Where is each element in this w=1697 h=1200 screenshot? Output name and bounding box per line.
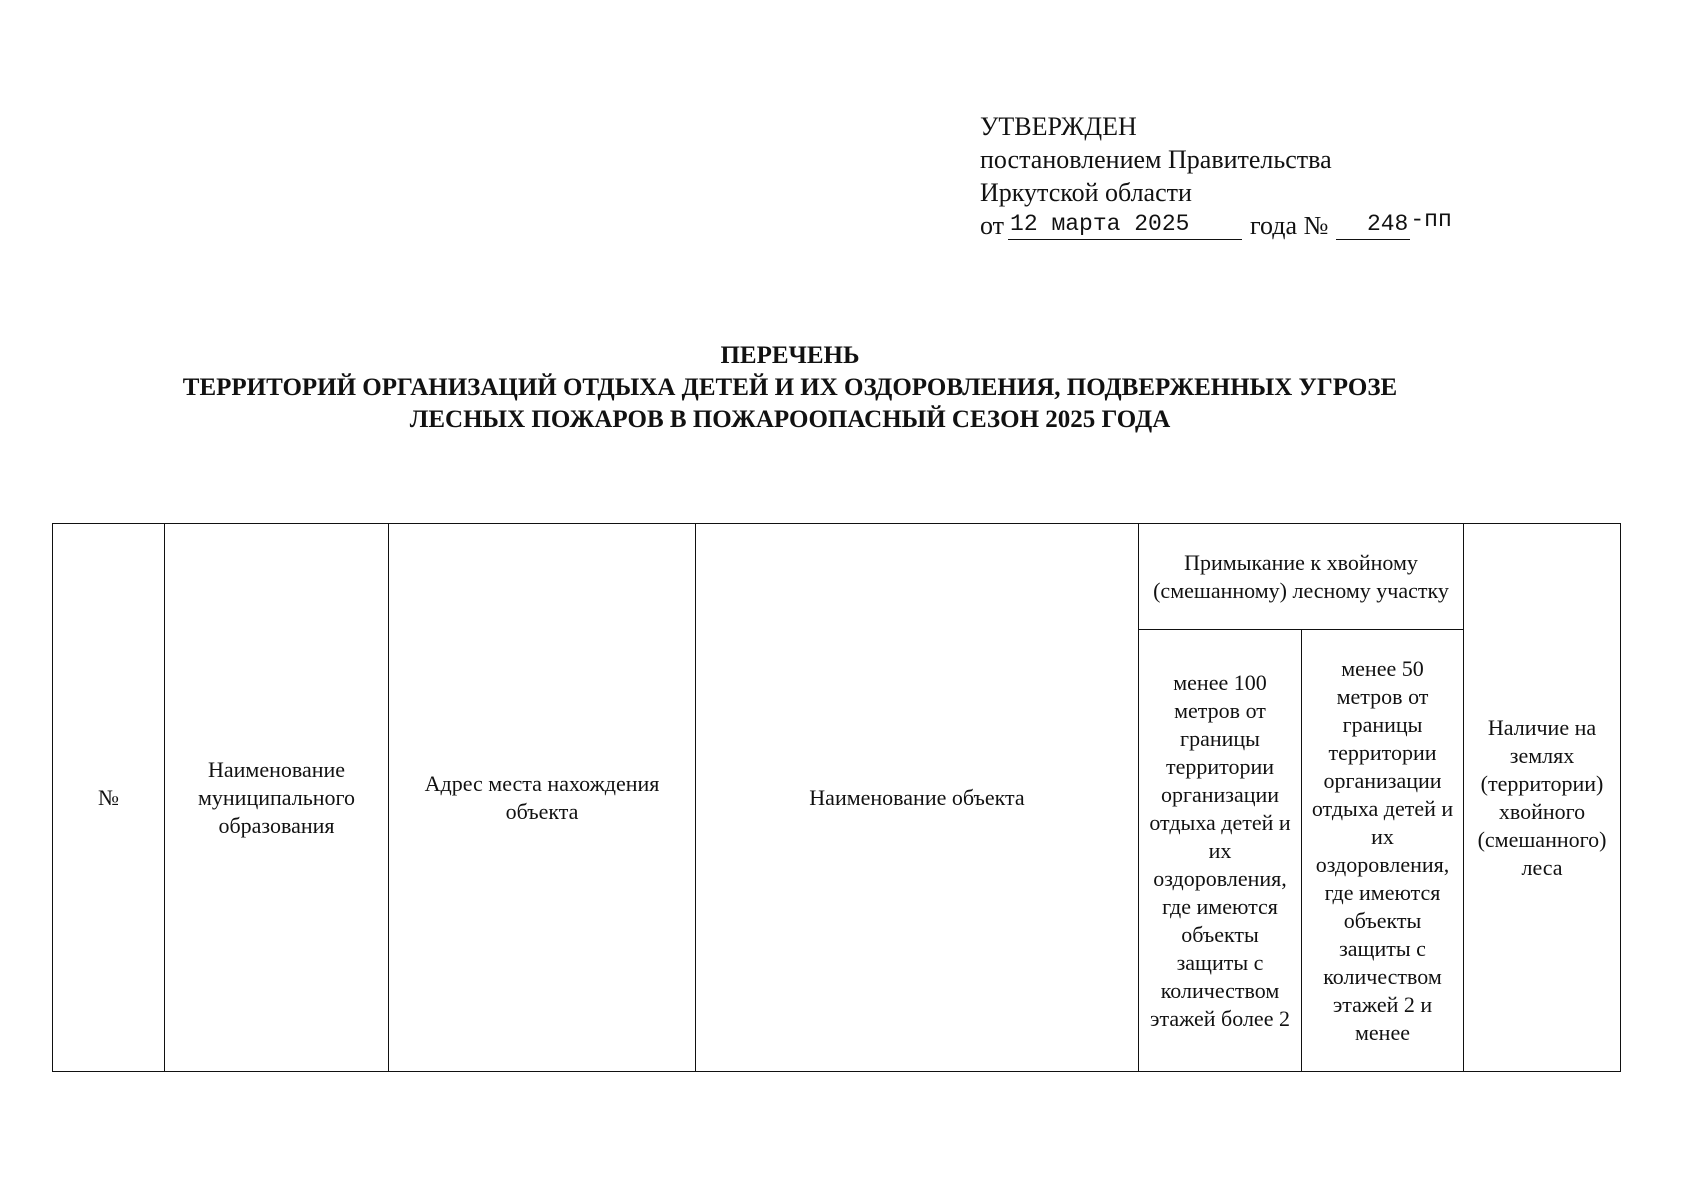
territories-table [52, 523, 1621, 1072]
approval-number-field: 248 [1336, 212, 1410, 240]
approval-year-label: года № [1250, 211, 1329, 240]
header-adjacency: Примыкание к хвойному (смешанному) лесному участку [1139, 524, 1464, 630]
document-title [0, 340, 1680, 436]
header-number: № [53, 524, 165, 1072]
header-less-50m: менее 50 метров от границы территории организации отдыха детей и их оздоровления, где имеются объекты защиты с количеством этажей 2 и менее [1302, 630, 1464, 1072]
header-forest-presence: Наличие на землях (территории) хвойного (смешанного) леса [1464, 524, 1621, 1072]
approval-number-suffix: -пп [1410, 207, 1452, 233]
table-header [53, 524, 1621, 1072]
approval-decree-line: постановлением Правительства [980, 145, 1332, 174]
header-address: Адрес места нахождения объекта [389, 524, 696, 1072]
approval-stamp [980, 110, 1452, 242]
title-line-1: ПЕРЕЧЕНЬ [720, 342, 860, 369]
header-municipality: Наименование муниципального образования [165, 524, 389, 1072]
approval-date-field: 12 марта 2025 [1008, 212, 1242, 240]
approval-date-line [980, 209, 1452, 242]
approval-region-line: Иркутской области [980, 178, 1192, 207]
header-less-100m: менее 100 метров от границы территории организации отдыха детей и их оздоровления, где имеются объекты защиты с количеством этажей более 2 [1139, 630, 1302, 1072]
title-line-3: ЛЕСНЫХ ПОЖАРОВ В ПОЖАРООПАСНЫЙ СЕЗОН 2025 ГОДА [409, 406, 1171, 433]
approval-title: УТВЕРЖДЕН [980, 112, 1137, 141]
header-object-name: Наименование объекта [696, 524, 1139, 1072]
title-line-2: ТЕРРИТОРИЙ ОРГАНИЗАЦИЙ ОТДЫХА ДЕТЕЙ И ИХ ОЗДОРОВЛЕНИЯ, ПОДВЕРЖЕННЫХ УГРОЗЕ [182, 374, 1398, 401]
approval-from-label: от [980, 211, 1005, 240]
